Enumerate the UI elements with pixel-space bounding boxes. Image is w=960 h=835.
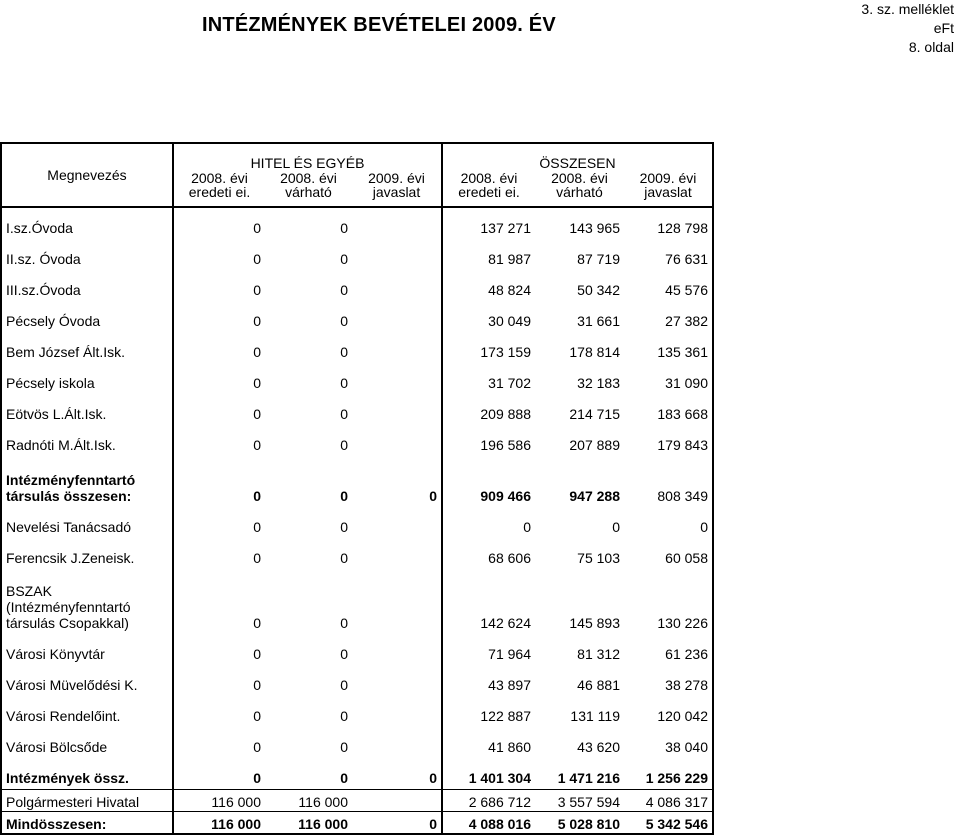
row-value: 48 824 (488, 282, 531, 298)
row-value: 76 631 (624, 239, 713, 270)
row-value: 116 000 (173, 790, 265, 812)
row-value: 173 159 (480, 344, 531, 360)
header-sub-1 (265, 171, 352, 207)
row-value: 183 668 (624, 394, 713, 425)
row-value: 71 964 (488, 646, 531, 662)
row-value: 0 (340, 519, 348, 535)
row-value: 43 620 (577, 739, 620, 755)
row-value: 1 256 229 (624, 758, 713, 790)
row-value: 0 (173, 758, 265, 790)
row-value: 0 (340, 344, 348, 360)
row-value: 0 (340, 615, 348, 631)
header-sub-3 (442, 171, 535, 207)
row-value: 214 715 (569, 406, 620, 422)
row-value (352, 569, 442, 634)
row-name: Polgármesteri Hivatal (1, 790, 173, 812)
row-value: 0 (253, 488, 261, 504)
header-sub-line2: eredeti ei. (458, 184, 520, 200)
row-name: Intézmények össz. (1, 758, 173, 790)
row-value: 0 (340, 282, 348, 298)
row-value: 178 814 (569, 344, 620, 360)
row-value: 0 (253, 519, 261, 535)
row-name: Pécsely Óvoda (1, 301, 173, 332)
row-name: BSZAK (Intézményfenntartó társulás Csopakkal) (1, 569, 173, 634)
row-value: 0 (253, 344, 261, 360)
row-value: 808 349 (624, 456, 713, 507)
row-value: 135 361 (624, 332, 713, 363)
table-row (1, 634, 713, 665)
row-value: 0 (340, 677, 348, 693)
row-value (352, 634, 442, 665)
header-name: Megnevezés (1, 143, 173, 207)
row-value: 38 040 (624, 727, 713, 758)
row-name: Városi Bölcsőde (1, 727, 173, 758)
row-value: 142 624 (480, 615, 531, 631)
row-value (352, 239, 442, 270)
row-value (352, 696, 442, 727)
unit-label: eFt (933, 20, 954, 36)
row-name: Városi Müvelődési K. (1, 665, 173, 696)
row-value: 0 (253, 708, 261, 724)
row-value: 145 893 (569, 615, 620, 631)
row-value: 909 466 (480, 488, 531, 504)
row-value: 0 (253, 375, 261, 391)
row-value: 30 049 (488, 313, 531, 329)
row-value: 0 (253, 615, 261, 631)
row-value: 131 119 (570, 708, 620, 724)
header-sub-5 (624, 171, 713, 207)
header-sub-line2: javaslat (372, 184, 421, 200)
table-row (1, 363, 713, 394)
row-name: III.sz.Óvoda (1, 270, 173, 301)
row-value (352, 363, 442, 394)
row-name: Radnóti M.Ált.Isk. (1, 425, 173, 456)
table-row (1, 696, 713, 727)
row-value: 0 (340, 375, 348, 391)
header-sub-line1: 2008. évi (280, 171, 337, 186)
row-value: 947 288 (569, 488, 620, 504)
header-sub-line1: 2009. évi (368, 171, 425, 186)
row-value: 116 000 (265, 812, 352, 835)
table-row (1, 507, 713, 538)
table-row (1, 270, 713, 301)
row-value: 5 028 810 (535, 812, 624, 835)
row-value: 0 (340, 708, 348, 724)
row-value: 0 (352, 812, 442, 835)
row-name: Pécsely iskola (1, 363, 173, 394)
row-value (352, 270, 442, 301)
table-row (1, 538, 713, 569)
appendix-note (861, 0, 954, 57)
row-value: 61 236 (624, 634, 713, 665)
row-value: 45 576 (624, 270, 713, 301)
row-value (352, 425, 442, 456)
row-value: 68 606 (488, 550, 531, 566)
row-value: 43 897 (488, 677, 531, 693)
row-value: 0 (340, 406, 348, 422)
row-value: 81 987 (488, 251, 531, 267)
row-value: 0 (624, 507, 713, 538)
row-value: 0 (340, 646, 348, 662)
table-row (1, 569, 713, 634)
row-name: II.sz. Óvoda (1, 239, 173, 270)
header-sub-2 (352, 171, 442, 207)
table-row (1, 727, 713, 758)
row-value: 143 965 (569, 220, 620, 236)
header-group-osszesen: ÖSSZESEN (442, 143, 713, 171)
row-name: Ferencsik J.Zeneisk. (1, 538, 173, 569)
row-value: 38 278 (624, 665, 713, 696)
row-value: 3 557 594 (535, 790, 624, 812)
row-value (352, 665, 442, 696)
row-value: 0 (253, 550, 261, 566)
table-row (1, 758, 713, 790)
header-sub-line2: eredeti ei. (188, 184, 251, 200)
row-value: 0 (340, 437, 348, 453)
header-sub-line2: várható (556, 184, 603, 200)
header-sub-line1: 2008. évi (191, 171, 248, 186)
row-value: 209 888 (480, 406, 531, 422)
row-name: I.sz.Óvoda (1, 207, 173, 239)
row-value (352, 207, 442, 239)
row-value: 0 (253, 406, 261, 422)
header-sub-line1: 2008. évi (551, 171, 608, 186)
row-value: 0 (340, 739, 348, 755)
row-value: 0 (253, 739, 261, 755)
row-value: 120 042 (624, 696, 713, 727)
row-value: 207 889 (569, 437, 620, 453)
table-row (1, 665, 713, 696)
header-sub-line1: 2009. évi (639, 171, 697, 186)
row-value: 0 (253, 437, 261, 453)
row-value: 179 843 (624, 425, 713, 456)
row-value: 41 860 (488, 739, 531, 755)
header-sub-line2: várható (285, 184, 332, 200)
row-value: 0 (340, 251, 348, 267)
revenue-table (0, 142, 714, 835)
row-value: 27 382 (624, 301, 713, 332)
row-name: Bem József Ált.Isk. (1, 332, 173, 363)
row-value: 60 058 (624, 538, 713, 569)
table-row (1, 425, 713, 456)
appendix-number: 3. sz. melléklet (861, 1, 954, 17)
header-group-hitel: HITEL ÉS EGYÉB (173, 143, 442, 171)
row-value: 0 (523, 519, 531, 535)
row-value (352, 727, 442, 758)
row-value (352, 507, 442, 538)
row-name: Eötvös L.Ált.Isk. (1, 394, 173, 425)
row-value: 0 (352, 758, 442, 790)
row-value: 31 661 (577, 313, 620, 329)
row-value: 81 312 (577, 646, 620, 662)
row-value: 116 000 (173, 812, 265, 835)
row-value: 0 (340, 220, 348, 236)
row-value: 75 103 (577, 550, 620, 566)
row-value (352, 301, 442, 332)
row-value: 2 686 712 (442, 790, 535, 812)
row-value: 196 586 (480, 437, 531, 453)
table-row (1, 332, 713, 363)
row-value: 137 271 (480, 220, 531, 236)
row-value (352, 790, 442, 812)
row-value: 0 (352, 456, 442, 507)
row-value: 130 226 (624, 569, 713, 634)
table-row (1, 456, 713, 507)
row-value: 128 798 (624, 207, 713, 239)
row-value: 0 (340, 550, 348, 566)
row-value: 116 000 (265, 790, 352, 812)
row-value: 87 719 (577, 251, 620, 267)
row-value: 0 (253, 313, 261, 329)
row-value (352, 538, 442, 569)
header-sub-line2: javaslat (644, 184, 692, 200)
row-value: 5 342 546 (624, 812, 713, 835)
row-value (352, 332, 442, 363)
row-value: 1 471 216 (535, 758, 624, 790)
header-sub-4 (535, 171, 624, 207)
table-row (1, 790, 713, 812)
row-value: 0 (253, 282, 261, 298)
row-name: Városi Rendelőint. (1, 696, 173, 727)
row-name: Városi Könyvtár (1, 634, 173, 665)
row-value: 0 (253, 251, 261, 267)
row-value: 0 (253, 220, 261, 236)
row-value: 0 (253, 646, 261, 662)
table-row (1, 394, 713, 425)
page-number: 8. oldal (908, 39, 954, 55)
table-row (1, 207, 713, 239)
row-value: 0 (340, 488, 348, 504)
row-name: Nevelési Tanácsadó (1, 507, 173, 538)
row-value: 4 086 317 (624, 790, 713, 812)
row-value: 31 702 (488, 375, 531, 391)
table-row (1, 812, 713, 835)
header-sub-0 (173, 171, 265, 207)
row-value: 50 342 (577, 282, 620, 298)
row-value: 0 (612, 519, 620, 535)
page-title: INTÉZMÉNYEK BEVÉTELEI 2009. ÉV (202, 14, 556, 36)
row-name: Intézményfenntartó társulás összesen: (1, 456, 173, 507)
row-value: 122 887 (480, 708, 531, 724)
row-value: 0 (253, 677, 261, 693)
row-value: 4 088 016 (442, 812, 535, 835)
row-value: 31 090 (624, 363, 713, 394)
header-sub-line1: 2008. évi (460, 171, 518, 186)
row-name: Mindösszesen: (1, 812, 173, 835)
table-row (1, 301, 713, 332)
row-value: 32 183 (577, 375, 620, 391)
row-value: 0 (340, 313, 348, 329)
row-value: 46 881 (577, 677, 620, 693)
row-value: 1 401 304 (442, 758, 535, 790)
row-value (352, 394, 442, 425)
row-value: 0 (265, 758, 352, 790)
table-row (1, 239, 713, 270)
